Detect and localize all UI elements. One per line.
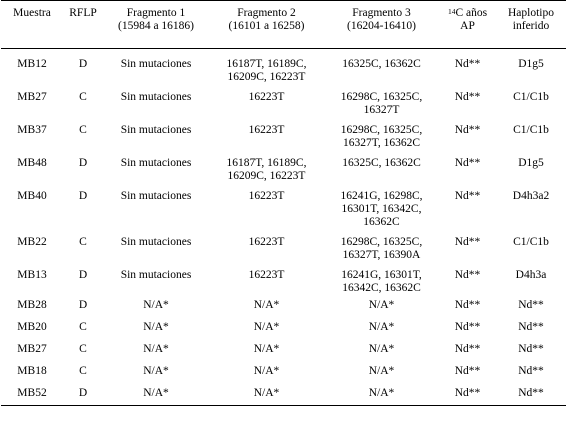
cell-fragmento-2: N/A* — [253, 365, 280, 377]
cell-muestra: MB12 — [17, 58, 47, 70]
cell-c14: Nd** — [454, 157, 481, 169]
cell-muestra: MB20 — [17, 321, 47, 333]
cell-rflp: C — [79, 124, 87, 136]
cell-fragmento-1: Sin mutaciones — [120, 236, 192, 248]
cell-fragmento-2: 16223T — [248, 91, 285, 103]
cell-haplotipo: D4h3a2 — [512, 190, 550, 202]
table-row — [1, 150, 566, 183]
header-fragmento-2: Fragmento 2 (16101 a 16258) — [209, 1, 324, 49]
cell-fragmento-3: N/A* — [368, 343, 395, 355]
cell-c14: Nd** — [454, 58, 481, 70]
cell-c14: Nd** — [454, 299, 481, 311]
cell-fragmento-1: Sin mutaciones — [120, 91, 192, 103]
table-row — [1, 383, 566, 405]
cell-rflp: D — [78, 299, 88, 311]
cell-fragmento-1: Sin mutaciones — [120, 124, 192, 136]
cell-haplotipo: Nd** — [518, 365, 544, 377]
cell-muestra: MB27 — [17, 91, 47, 103]
cell-fragmento-3: 16241G, 16301T, 16342C, 16362C — [341, 269, 422, 294]
table-row — [1, 229, 566, 262]
cell-haplotipo: Nd** — [518, 299, 544, 311]
cell-fragmento-3: N/A* — [368, 321, 395, 333]
table-row — [1, 361, 566, 383]
cell-haplotipo: D1g5 — [518, 157, 544, 169]
cell-fragmento-3: 16325C, 16362C — [342, 58, 421, 70]
cell-fragmento-2: 16223T — [248, 124, 285, 136]
cell-muestra: MB27 — [17, 343, 47, 355]
table-row — [1, 117, 566, 150]
cell-muestra: MB13 — [17, 269, 47, 281]
cell-fragmento-1: Sin mutaciones — [120, 157, 192, 169]
cell-rflp: C — [79, 236, 87, 248]
table-row — [1, 84, 566, 117]
cell-muestra: MB48 — [17, 157, 47, 169]
header-fragmento-3: Fragmento 3 (16204-16410) — [324, 1, 439, 49]
cell-haplotipo: D1g5 — [518, 58, 544, 70]
cell-fragmento-3: 16298C, 16325C, 16327T, 16390A — [340, 236, 423, 261]
cell-fragmento-1: N/A* — [143, 299, 169, 311]
cell-haplotipo: Nd** — [518, 343, 544, 355]
cell-fragmento-3: N/A* — [324, 383, 439, 405]
cell-fragmento-3: 16241G, 16298C, 16301T, 16342C, 16362C — [340, 190, 423, 228]
cell-rflp: D — [78, 190, 88, 202]
cell-muestra: MB22 — [17, 236, 47, 248]
cell-fragmento-3: N/A* — [368, 299, 395, 311]
cell-muestra: MB37 — [17, 124, 47, 136]
cell-rflp: C — [79, 91, 87, 103]
cell-fragmento-2: N/A* — [253, 321, 280, 333]
header-row — [1, 1, 566, 49]
cell-fragmento-2: 16223T — [248, 190, 285, 202]
cell-fragmento-1: N/A* — [143, 343, 169, 355]
cell-rflp: C — [79, 343, 87, 355]
cell-fragmento-3: 16298C, 16325C, 16327T, 16362C — [340, 124, 423, 149]
header-haplotipo-inferido: Haplotipo inferido — [496, 1, 566, 49]
cell-c14: Nd** — [454, 321, 481, 333]
cell-haplotipo: Nd** — [518, 321, 544, 333]
cell-haplotipo: D4h3a — [515, 269, 547, 281]
table-row — [1, 339, 566, 361]
cell-fragmento-2: 16187T, 16189C, 16209C, 16223T — [226, 58, 307, 83]
cell-c14: Nd** — [454, 365, 481, 377]
cell-haplotipo: C1/C1b — [513, 91, 549, 103]
cell-rflp: C — [79, 321, 87, 333]
cell-rflp: D — [78, 58, 88, 70]
cell-haplotipo: Nd** — [496, 383, 566, 405]
table-row — [1, 49, 566, 85]
cell-fragmento-2: 16223T — [248, 269, 285, 281]
header-fragmento-1: Fragmento 1 (15984 a 16186) — [103, 1, 209, 49]
cell-c14: Nd** — [454, 343, 481, 355]
cell-fragmento-3: 16325C, 16362C — [342, 157, 421, 169]
cell-rflp: C — [79, 365, 87, 377]
cell-haplotipo: C1/C1b — [513, 236, 549, 248]
cell-c14: Nd** — [454, 269, 481, 281]
cell-rflp: D — [63, 383, 103, 405]
cell-c14: Nd** — [454, 124, 481, 136]
header-muestra: Muestra — [1, 1, 63, 49]
table-row — [1, 262, 566, 295]
cell-haplotipo: C1/C1b — [513, 124, 549, 136]
cell-fragmento-1: N/A* — [143, 365, 169, 377]
cell-muestra: MB52 — [1, 383, 63, 405]
cell-c14: Nd** — [439, 383, 496, 405]
cell-fragmento-1: Sin mutaciones — [120, 190, 192, 202]
cell-fragmento-2: 16223T — [248, 236, 285, 248]
cell-fragmento-1: Sin mutaciones — [120, 58, 192, 70]
cell-c14: Nd** — [454, 236, 481, 248]
cell-muestra: MB18 — [17, 365, 47, 377]
cell-rflp: D — [78, 157, 88, 169]
cell-c14: Nd** — [454, 190, 481, 202]
cell-fragmento-2: N/A* — [209, 383, 324, 405]
header-c14-anos-ap: $^{14}$C años AP — [439, 1, 496, 49]
cell-fragmento-2: N/A* — [253, 299, 280, 311]
header-rflp: RFLP — [63, 1, 103, 49]
cell-fragmento-3: 16298C, 16325C, 16327T — [340, 91, 423, 116]
cell-fragmento-1: N/A* — [103, 383, 209, 405]
cell-rflp: D — [78, 269, 88, 281]
cell-c14: Nd** — [454, 91, 481, 103]
cell-muestra: MB28 — [17, 299, 47, 311]
cell-fragmento-1: Sin mutaciones — [120, 269, 192, 281]
cell-fragmento-3: N/A* — [368, 365, 395, 377]
results-table — [1, 0, 566, 406]
table-row — [1, 295, 566, 317]
table-row — [1, 183, 566, 229]
cell-muestra: MB40 — [17, 190, 47, 202]
table-row — [1, 317, 566, 339]
cell-fragmento-2: N/A* — [253, 343, 280, 355]
cell-fragmento-1: N/A* — [143, 321, 169, 333]
cell-fragmento-2: 16187T, 16189C, 16209C, 16223T — [226, 157, 307, 182]
